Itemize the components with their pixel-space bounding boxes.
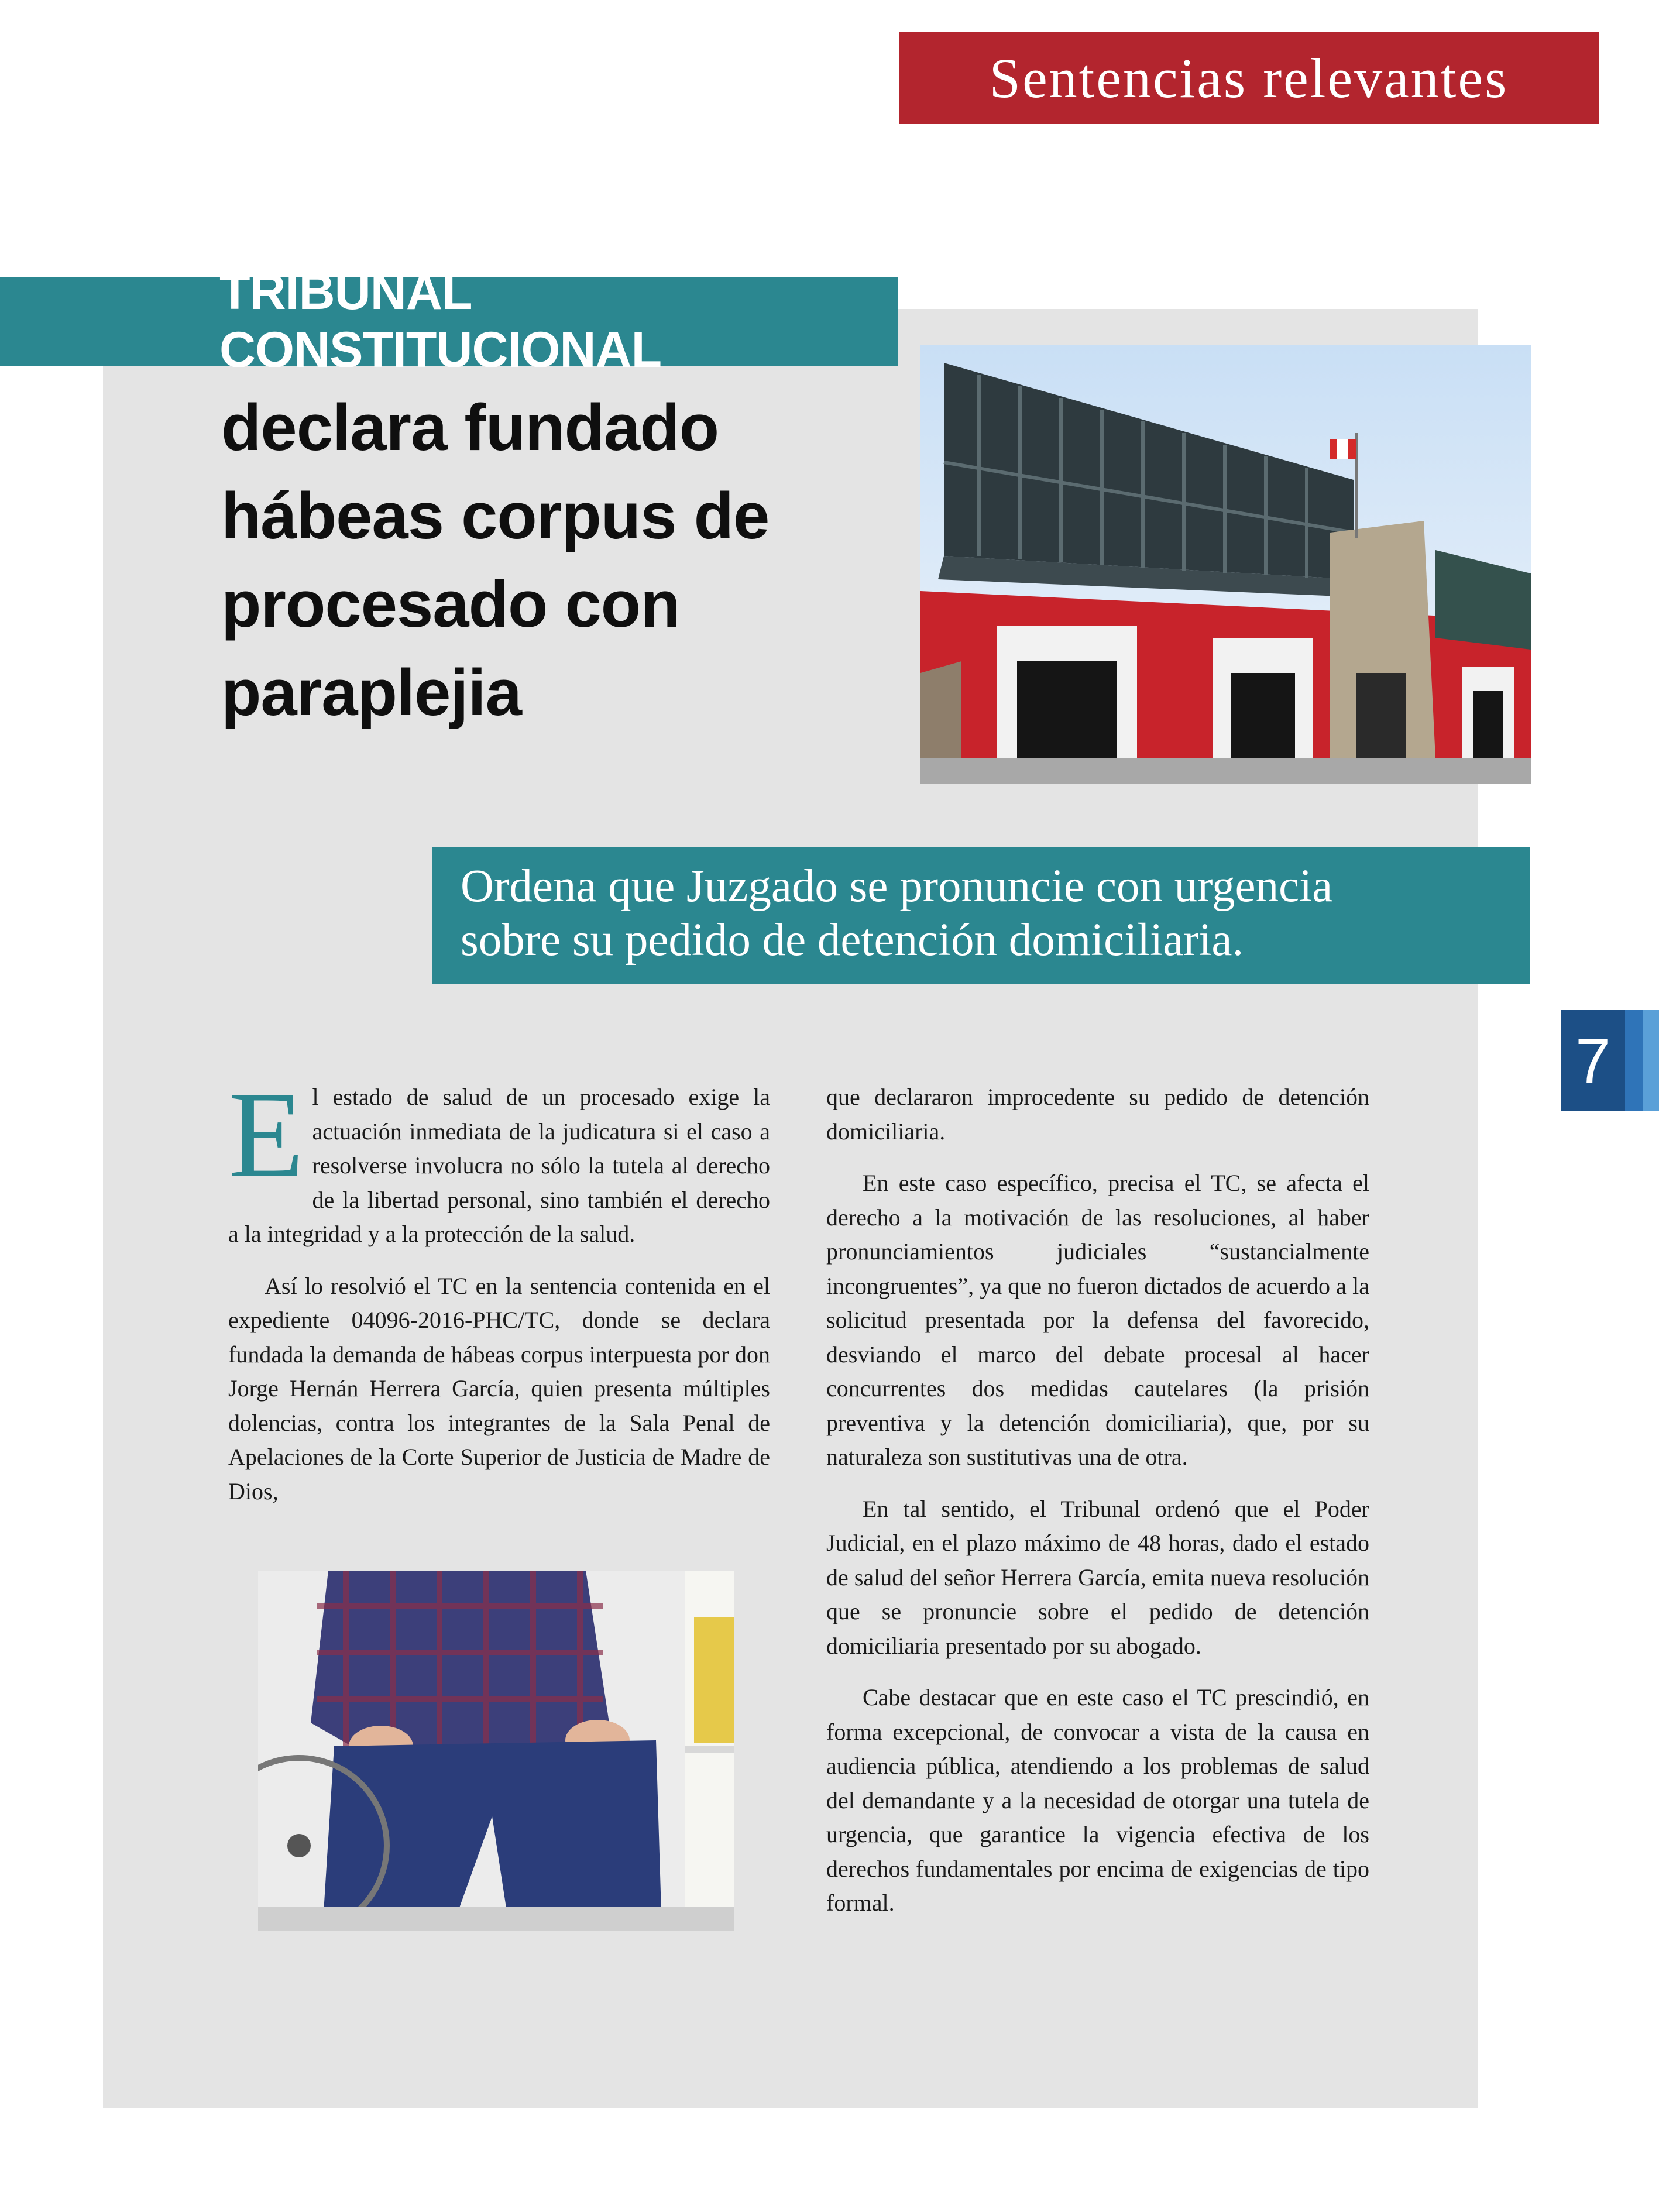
tribunal-building-photo bbox=[920, 345, 1531, 784]
headline-line: hábeas corpus de bbox=[221, 479, 770, 552]
article-paragraph: En este caso específico, precisa el TC, se afecta el derecho a la motivación de las resoluciones, al haber pronunciamientos judiciales “sustancialmente incongruentes”, ya que no fueron dictados de acuerdo a la solicitud presentada por la defensa del favorecido, desviando el marco del debate procesal al hacer concurrentes dos medidas cautelares (la prisión preventiva y la detención domiciliaria), que, por su naturaleza son sustitutivas una de otra. bbox=[826, 1170, 1369, 1470]
article-paragraph: El estado de salud de un procesado exige la actuación inmediata de la judicatura si el caso a resolverse involucra no sólo la tutela al derecho de la libertad personal, sino también el derecho a la integridad y a la protección de la salud. bbox=[228, 1066, 770, 1247]
building-illustration bbox=[920, 345, 1531, 784]
wheelchair-illustration bbox=[258, 1571, 734, 1931]
page-tab-stripe bbox=[1643, 1010, 1659, 1111]
wheelchair-photo bbox=[258, 1571, 734, 1931]
headline-line: procesado con bbox=[221, 568, 680, 641]
article-paragraph: Cabe destacar que en este caso el TC prescindió, en forma excepcional, de convocar a vista de la causa en audiencia pública, atendiendo a los problemas de salud del demandante y a la necesidad de otorgar una tutela de urgencia, que garantice la vigencia efectiva de los derechos fundamentales por encima de exigencias de tipo formal. bbox=[826, 1684, 1369, 1916]
organization-banner: TRIBUNAL CONSTITUCIONAL bbox=[0, 277, 898, 366]
article-subtitle bbox=[432, 847, 1530, 984]
section-header-label: Sentencias relevantes bbox=[899, 32, 1599, 124]
headline-line: declara fundado bbox=[221, 391, 719, 464]
article-paragraph: Así lo resolvió el TC en la sentencia contenida en el expediente 04096-2016-PHC/TC, donde se declara fundada la demanda de hábeas corpus interpuesta por don Jorge Hernán Herrera García, quien presenta múltiples dolencias, contra los integrantes de la Sala Penal de Apelaciones de la Corte Superior de Justicia de Madre de Dios, bbox=[228, 1272, 770, 1505]
subtitle-line: Ordena que Juzgado se pronuncie con urgencia bbox=[461, 861, 1333, 912]
headline-line: paraplejia bbox=[221, 656, 521, 729]
drop-cap: E bbox=[228, 1066, 304, 1203]
article-paragraph: En tal sentido, el Tribunal ordenó que el Poder Judicial, en el plazo máximo de 48 horas, dado el estado de salud del señor Herrera García, emita nueva resolución que se pronuncie sobre el pedido de detención domiciliaria presentado por su abogado. bbox=[826, 1495, 1369, 1659]
article-paragraph: que declararon improcedente su pedido de detención domiciliaria. bbox=[826, 1084, 1369, 1145]
page-number-tab bbox=[1561, 1010, 1659, 1111]
page-tab-stripe bbox=[1625, 1010, 1643, 1111]
article-column-left bbox=[228, 1066, 770, 1526]
subtitle-line: sobre su pedido de detención domiciliaria. bbox=[461, 915, 1244, 966]
article-column-right bbox=[826, 1080, 1369, 1938]
page-number: 7 bbox=[1561, 1010, 1625, 1111]
article-headline bbox=[221, 383, 877, 737]
